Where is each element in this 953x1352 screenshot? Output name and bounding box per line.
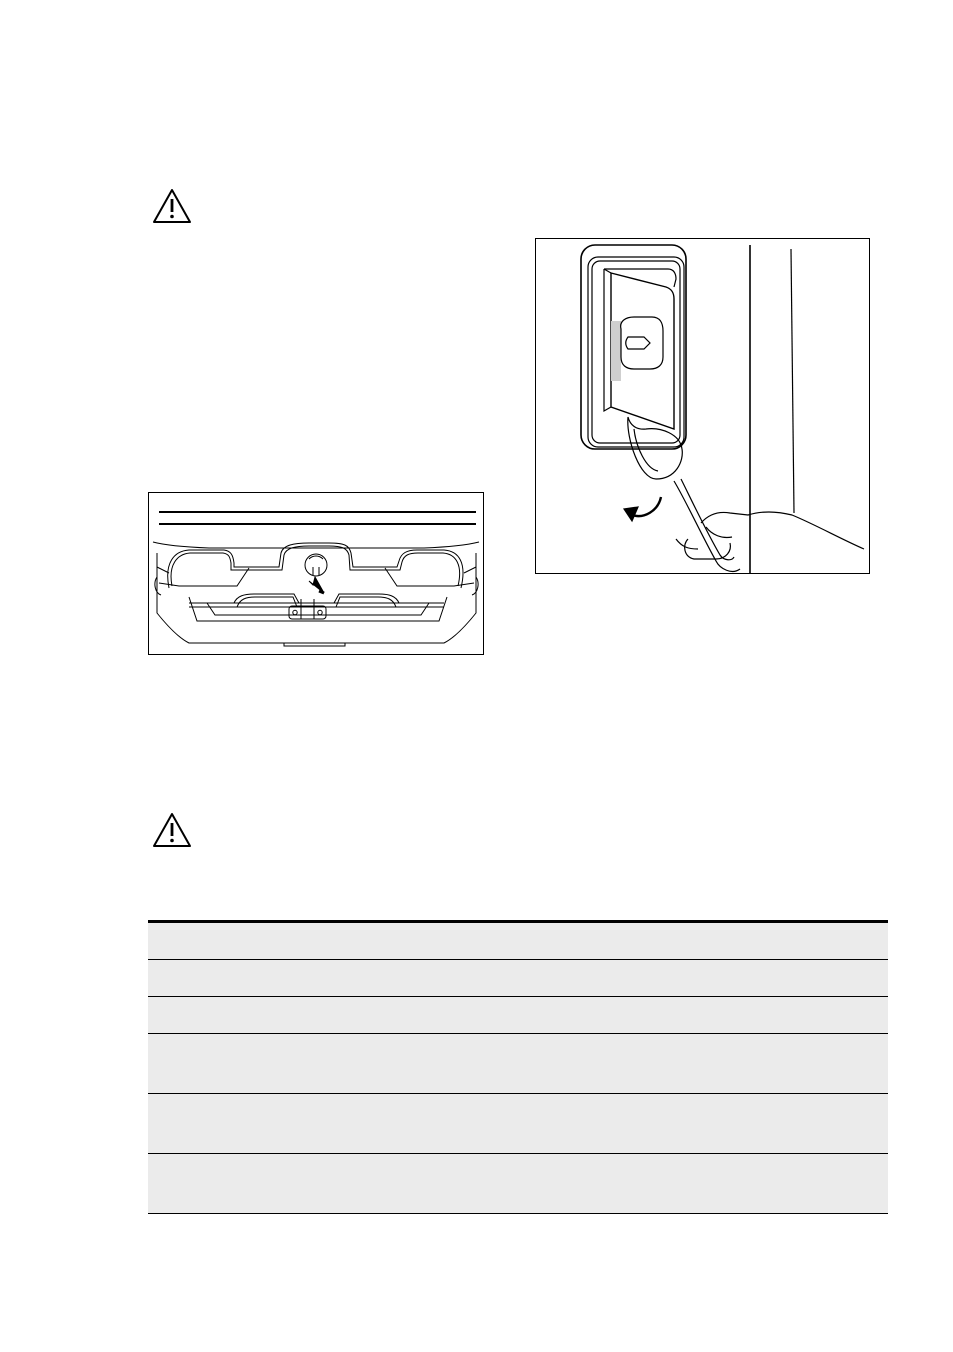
table-row (148, 1154, 888, 1214)
shelf-support-figure (148, 492, 484, 655)
warning-triangle-icon (152, 188, 192, 224)
table-row (148, 960, 888, 997)
table-row (148, 997, 888, 1034)
lamp-cover-figure (535, 238, 870, 574)
warning-triangle-icon (152, 812, 192, 848)
table-row (148, 1094, 888, 1154)
troubleshooting-table (148, 920, 888, 1214)
table-row (148, 1034, 888, 1094)
table-header-row (148, 920, 888, 960)
